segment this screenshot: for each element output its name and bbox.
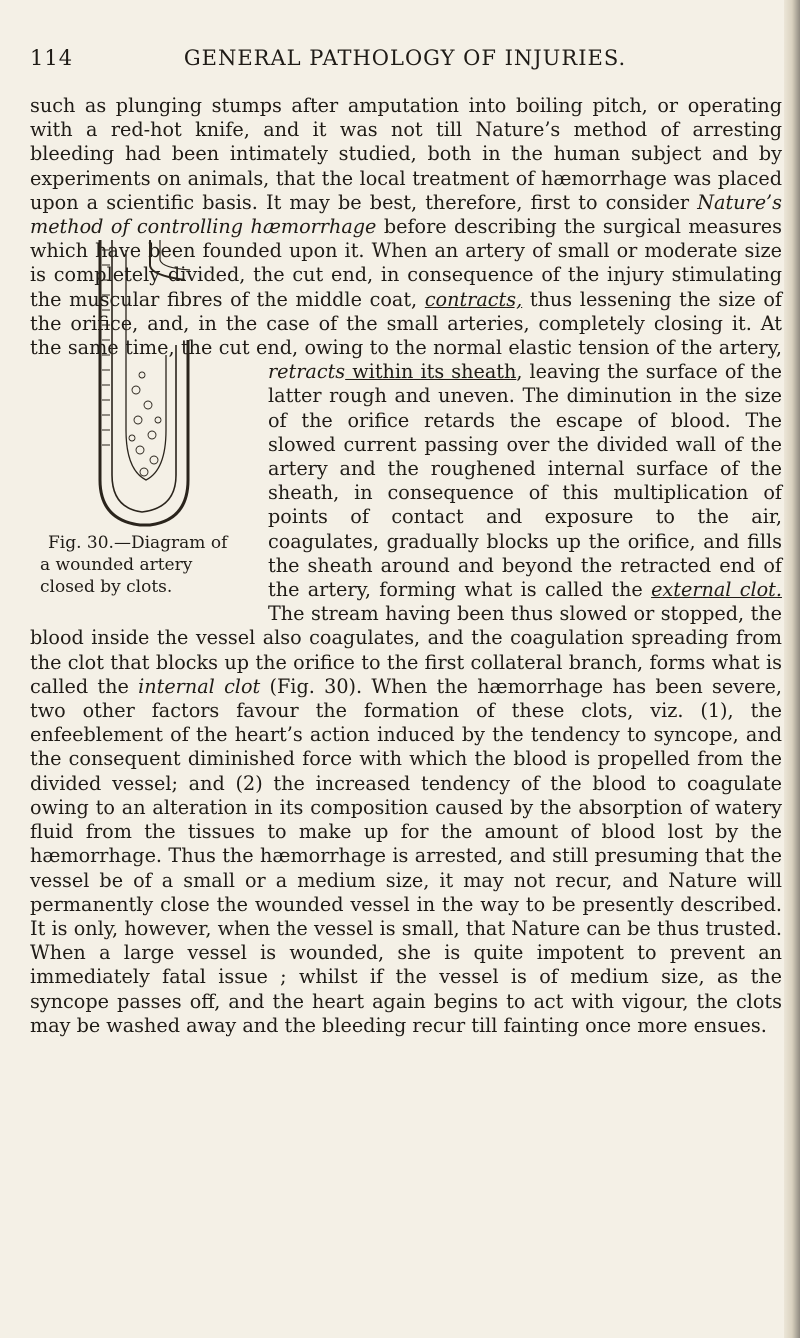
- text-run: such as plunging stumps after amputation into boiling pitch, or operating with a red-hot knife, and it was not till Nature’s method of arresting bleeding had been intimately studied, both in the human subject and by experiments on animals, that the local treatment of hæmorrhage was placed upon a scientific basis. It may be best, therefore, first to consider: [30, 94, 782, 214]
- text-run: thus lessening the size of the orifice, and, in the case of the small arteries, completely closing it. At the same time, the cut end, owing to the normal elastic tension of the artery,: [30, 287, 783, 360]
- text-run: (Fig. 30). When the hæmorrhage has been severe, two other factors favour the formation of these clots, viz. (1), the enfeeblement of the heart’s action induced by the tendency to syncope, and the consequent diminished force with which the blood is propelled from the divided vessel; and (2) the increased tendency of the blood to coagulate owing to an alteration in its composition caused by the absorption of watery fluid from the tissues to make up for the amount of blood lost by the hæmorrhage. Thus the hæmorrhage is arrested, and still presuming that the vessel be of a small or a medium size, it may not recur, and Nature will permanently close the wounded vessel in the way to be presently described. It is only, however, when the vessel is small, that Nature can be thus trusted. When a large vessel is wounded, she is quite impotent to prevent an immediately fatal issue ; whilst if the vessel is of medium size, as the syncope passes off, and the heart again begins to act with vigour, the clots may be washed away and the bleeding recur till fainting once more ensues.: [30, 674, 783, 1037]
- figure-spacer: [30, 360, 256, 530]
- text-run: The stream having been thus slowed or stopped, the blood inside the vessel also coagulates, and the coagulation spreading from the clot that blocks up the orifice to the first collateral branch, forms what is called the: [30, 602, 782, 698]
- page-header: [30, 40, 780, 76]
- paragraph: [30, 94, 782, 1038]
- italic-underlined-run: external clot.: [651, 578, 782, 602]
- caption-line: Fig. 30.—Diagram of: [48, 533, 228, 554]
- caption-line: closed by clots.: [40, 577, 173, 598]
- figure-caption: [30, 533, 256, 598]
- page-spine-edge: [784, 0, 800, 1338]
- running-head: GENERAL PATHOLOGY OF INJURIES.: [183, 46, 627, 70]
- italic-run: Nature’s method of controlling hæmorrhage: [30, 190, 782, 239]
- italic-run: internal clot: [138, 674, 261, 698]
- underlined-run: within its sheath: [345, 360, 517, 384]
- italic-run: retracts: [268, 360, 346, 384]
- body-text: [30, 94, 782, 1038]
- page-number: 114: [30, 46, 74, 70]
- italic-underlined-run: contracts,: [424, 287, 523, 311]
- text-run: , leaving the surface of the latter rough and uneven. The diminution in the size of the orifice retards the escape of blood. The slowed current passing over the divided wall of the artery and the roughened internal surface of the sheath, in consequence of this multiplication of points of contact and exposure to the air, coagulates, gradually blocks up the orifice, and fills the sheath around and beyond the retracted end of the artery, forming what is called the: [268, 360, 782, 602]
- figure-30: [30, 360, 256, 598]
- caption-line: a wounded artery: [40, 555, 193, 576]
- artery-clot-diagram-icon: [90, 230, 210, 530]
- text-run: before describing the surgical measures which have been founded upon it. When an artery of small or moderate size is completely divided, the cut end, in consequence of the injury stimulating the muscular fibres of the middle coat,: [30, 215, 782, 311]
